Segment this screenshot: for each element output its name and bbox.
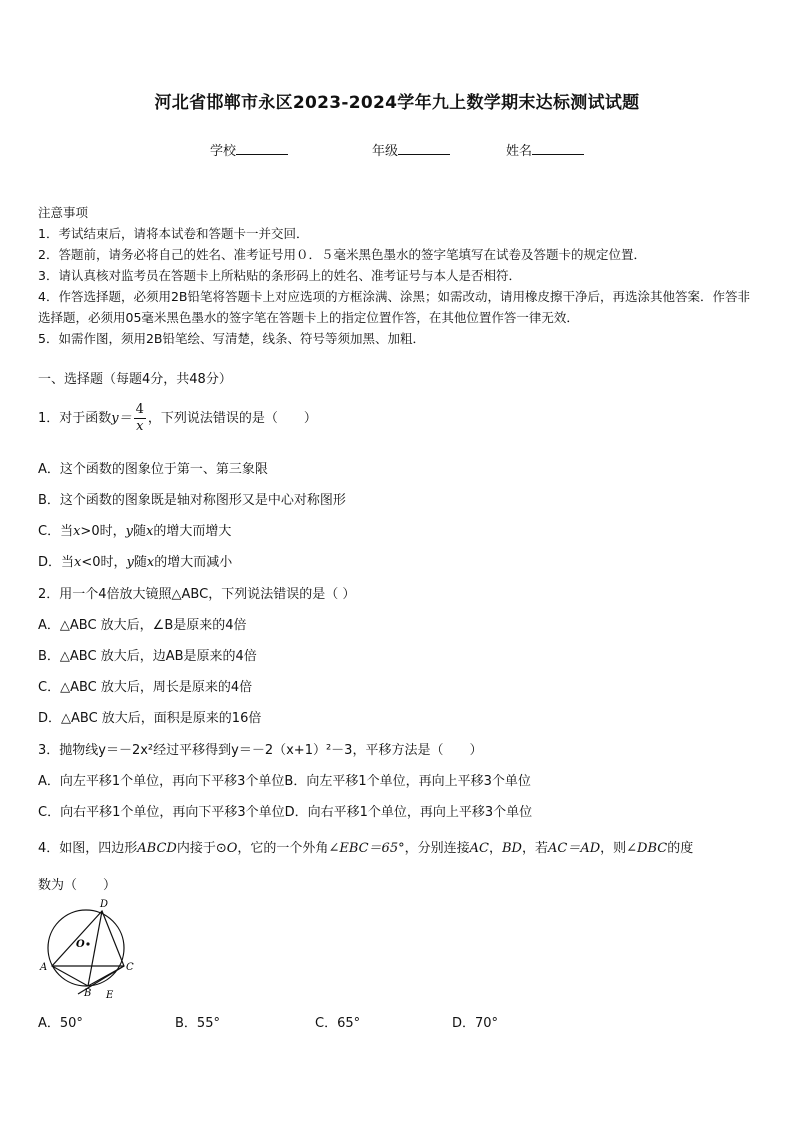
q1-option-b: B．这个函数的图象既是轴对称图形又是中心对称图形 <box>38 493 346 508</box>
q1c-x: x <box>73 524 81 539</box>
question-3-stem: 3．抛物线y＝－2x²经过平移得到y＝－2（x+1）²－3，平移方法是（ ） <box>38 743 483 758</box>
school-label: 学校 <box>210 144 237 159</box>
q4-options <box>38 1012 738 1034</box>
q4-o: O <box>226 841 238 856</box>
name-blank <box>532 141 584 155</box>
q4-option-a: A．50° <box>38 1016 83 1031</box>
q1-prefix: 1．对于函数 <box>38 411 112 426</box>
q1-suffix: ，下列说法错误的是（ ） <box>147 411 317 426</box>
name-field <box>506 140 584 159</box>
q1-option-a: A．这个函数的图象位于第一、第三象限 <box>38 462 268 477</box>
label-a: A <box>40 962 48 973</box>
q1c-pre: C．当 <box>38 524 74 539</box>
q3-options-ab: A．向左平移1个单位，再向下平移3个单位B．向左平移1个单位，再向上平移3个单位 <box>38 774 531 789</box>
q2-option-d: D．△ABC 放大后，面积是原来的16倍 <box>38 711 262 726</box>
q1c-x2: x <box>145 524 154 539</box>
q3-options-cd: C．向右平移1个单位，再向下平移3个单位D．向右平移1个单位，再向上平移3个单位 <box>38 805 533 820</box>
student-info-row <box>0 140 794 160</box>
q4-ac: AC <box>469 841 489 856</box>
q1c-y: y <box>125 524 133 539</box>
q4-dbc: ∠DBC <box>626 841 668 856</box>
segment-bd <box>88 911 102 986</box>
q1d-x: x <box>74 555 82 570</box>
q4-eq: AC＝AD <box>547 841 601 856</box>
label-b: B <box>84 988 92 999</box>
q1c-post: 的增大而增大 <box>153 524 232 539</box>
grade-blank <box>398 141 450 155</box>
center-point <box>86 942 89 945</box>
q1c-mid: 随 <box>132 524 146 539</box>
label-e: E <box>106 990 114 1001</box>
label-c: C <box>126 962 134 973</box>
q1d-y: y <box>126 555 134 570</box>
q4-option-c: C．65° <box>315 1016 361 1031</box>
q2-option-b: B．△ABC 放大后，边AB是原来的4倍 <box>38 649 257 664</box>
question-1-stem <box>38 402 317 435</box>
grade-field <box>372 140 450 159</box>
q1d-x2: x <box>146 555 155 570</box>
q1-option-d <box>38 551 232 570</box>
q4-abcd: ABCD <box>137 841 177 856</box>
q4-part1: 4．如图，四边形 <box>38 841 138 856</box>
notice-heading: 注意事项 <box>38 205 89 220</box>
q1-option-c <box>38 520 231 539</box>
question-4-stem <box>38 837 693 856</box>
question-2-stem: 2．用一个4倍放大镜照△ABC，下列说法错误的是（ ） <box>38 587 356 602</box>
q4-part2: 内接于⊙ <box>176 841 227 856</box>
geometry-diagram <box>36 894 140 1002</box>
q1-function-lhs: y＝ <box>111 411 132 426</box>
notice-item: 3．请认真核对监考员在答题卡上所粘贴的条形码上的姓名、准考证号与本人是否相符． <box>38 268 521 283</box>
page-title: 河北省邯郸市永区2023-2024学年九上数学期末达标测试试题 <box>154 93 640 113</box>
q1c-cond: >0时， <box>80 524 126 539</box>
circle-quadrilateral-figure <box>36 894 140 1002</box>
notice-item: 5．如需作图，须用2B铅笔绘、写清楚，线条、符号等须加黑、加粗． <box>38 331 425 346</box>
q2-option-c: C．△ABC 放大后，周长是原来的4倍 <box>38 680 253 695</box>
q4-part5: ，若 <box>521 841 548 856</box>
name-label: 姓名 <box>506 144 533 159</box>
q1d-post: 的增大而减小 <box>154 555 233 570</box>
q2-option-a: A．△ABC 放大后，∠B是原来的4倍 <box>38 618 247 633</box>
q4-comma: ， <box>488 841 502 856</box>
q1-fraction <box>134 402 146 435</box>
q4-bd: BD <box>501 841 522 856</box>
q4-part6: ，则 <box>600 841 627 856</box>
q4-part3: ，它的一个外角 <box>237 841 329 856</box>
q1-denominator: x <box>136 419 144 434</box>
q4-option-d: D．70° <box>452 1016 499 1031</box>
q1d-cond: <0时， <box>81 555 127 570</box>
label-o: O <box>76 939 85 950</box>
q4-part7: 的度 <box>667 841 694 856</box>
q4-option-b: B．55° <box>175 1016 220 1031</box>
circle-o <box>48 910 124 986</box>
notice-block <box>38 202 760 349</box>
grade-label: 年级 <box>372 144 399 159</box>
q4-angle: ∠EBC＝65° <box>328 841 405 856</box>
notice-item: 4．作答选择题，必须用2B铅笔将答题卡上对应选项的方框涂满、涂黑；如需改动，请用橡皮擦干净后，再选涂其他答案．作答非选择题，必须用05毫米黑色墨水的签字笔在答题卡上的指定位置作答，在其他位置作答一律无效． <box>38 289 750 325</box>
school-field <box>210 140 288 159</box>
q4-part4: ，分别连接 <box>404 841 470 856</box>
notice-item: 1．考试结束后，请将本试卷和答题卡一并交回． <box>38 226 309 241</box>
school-blank <box>236 141 288 155</box>
question-4-stem-line2: 数为（ ） <box>38 878 117 893</box>
q1d-pre: D．当 <box>38 555 75 570</box>
q1d-mid: 随 <box>133 555 147 570</box>
section-heading: 一、选择题（每题4分，共48分） <box>38 372 232 387</box>
label-d: D <box>100 899 109 910</box>
notice-item: 2．答题前，请务必将自己的姓名、准考证号用０．５毫米黑色墨水的签字笔填写在试卷及答题卡的规定位置． <box>38 247 646 262</box>
q1-numerator: 4 <box>135 402 144 417</box>
